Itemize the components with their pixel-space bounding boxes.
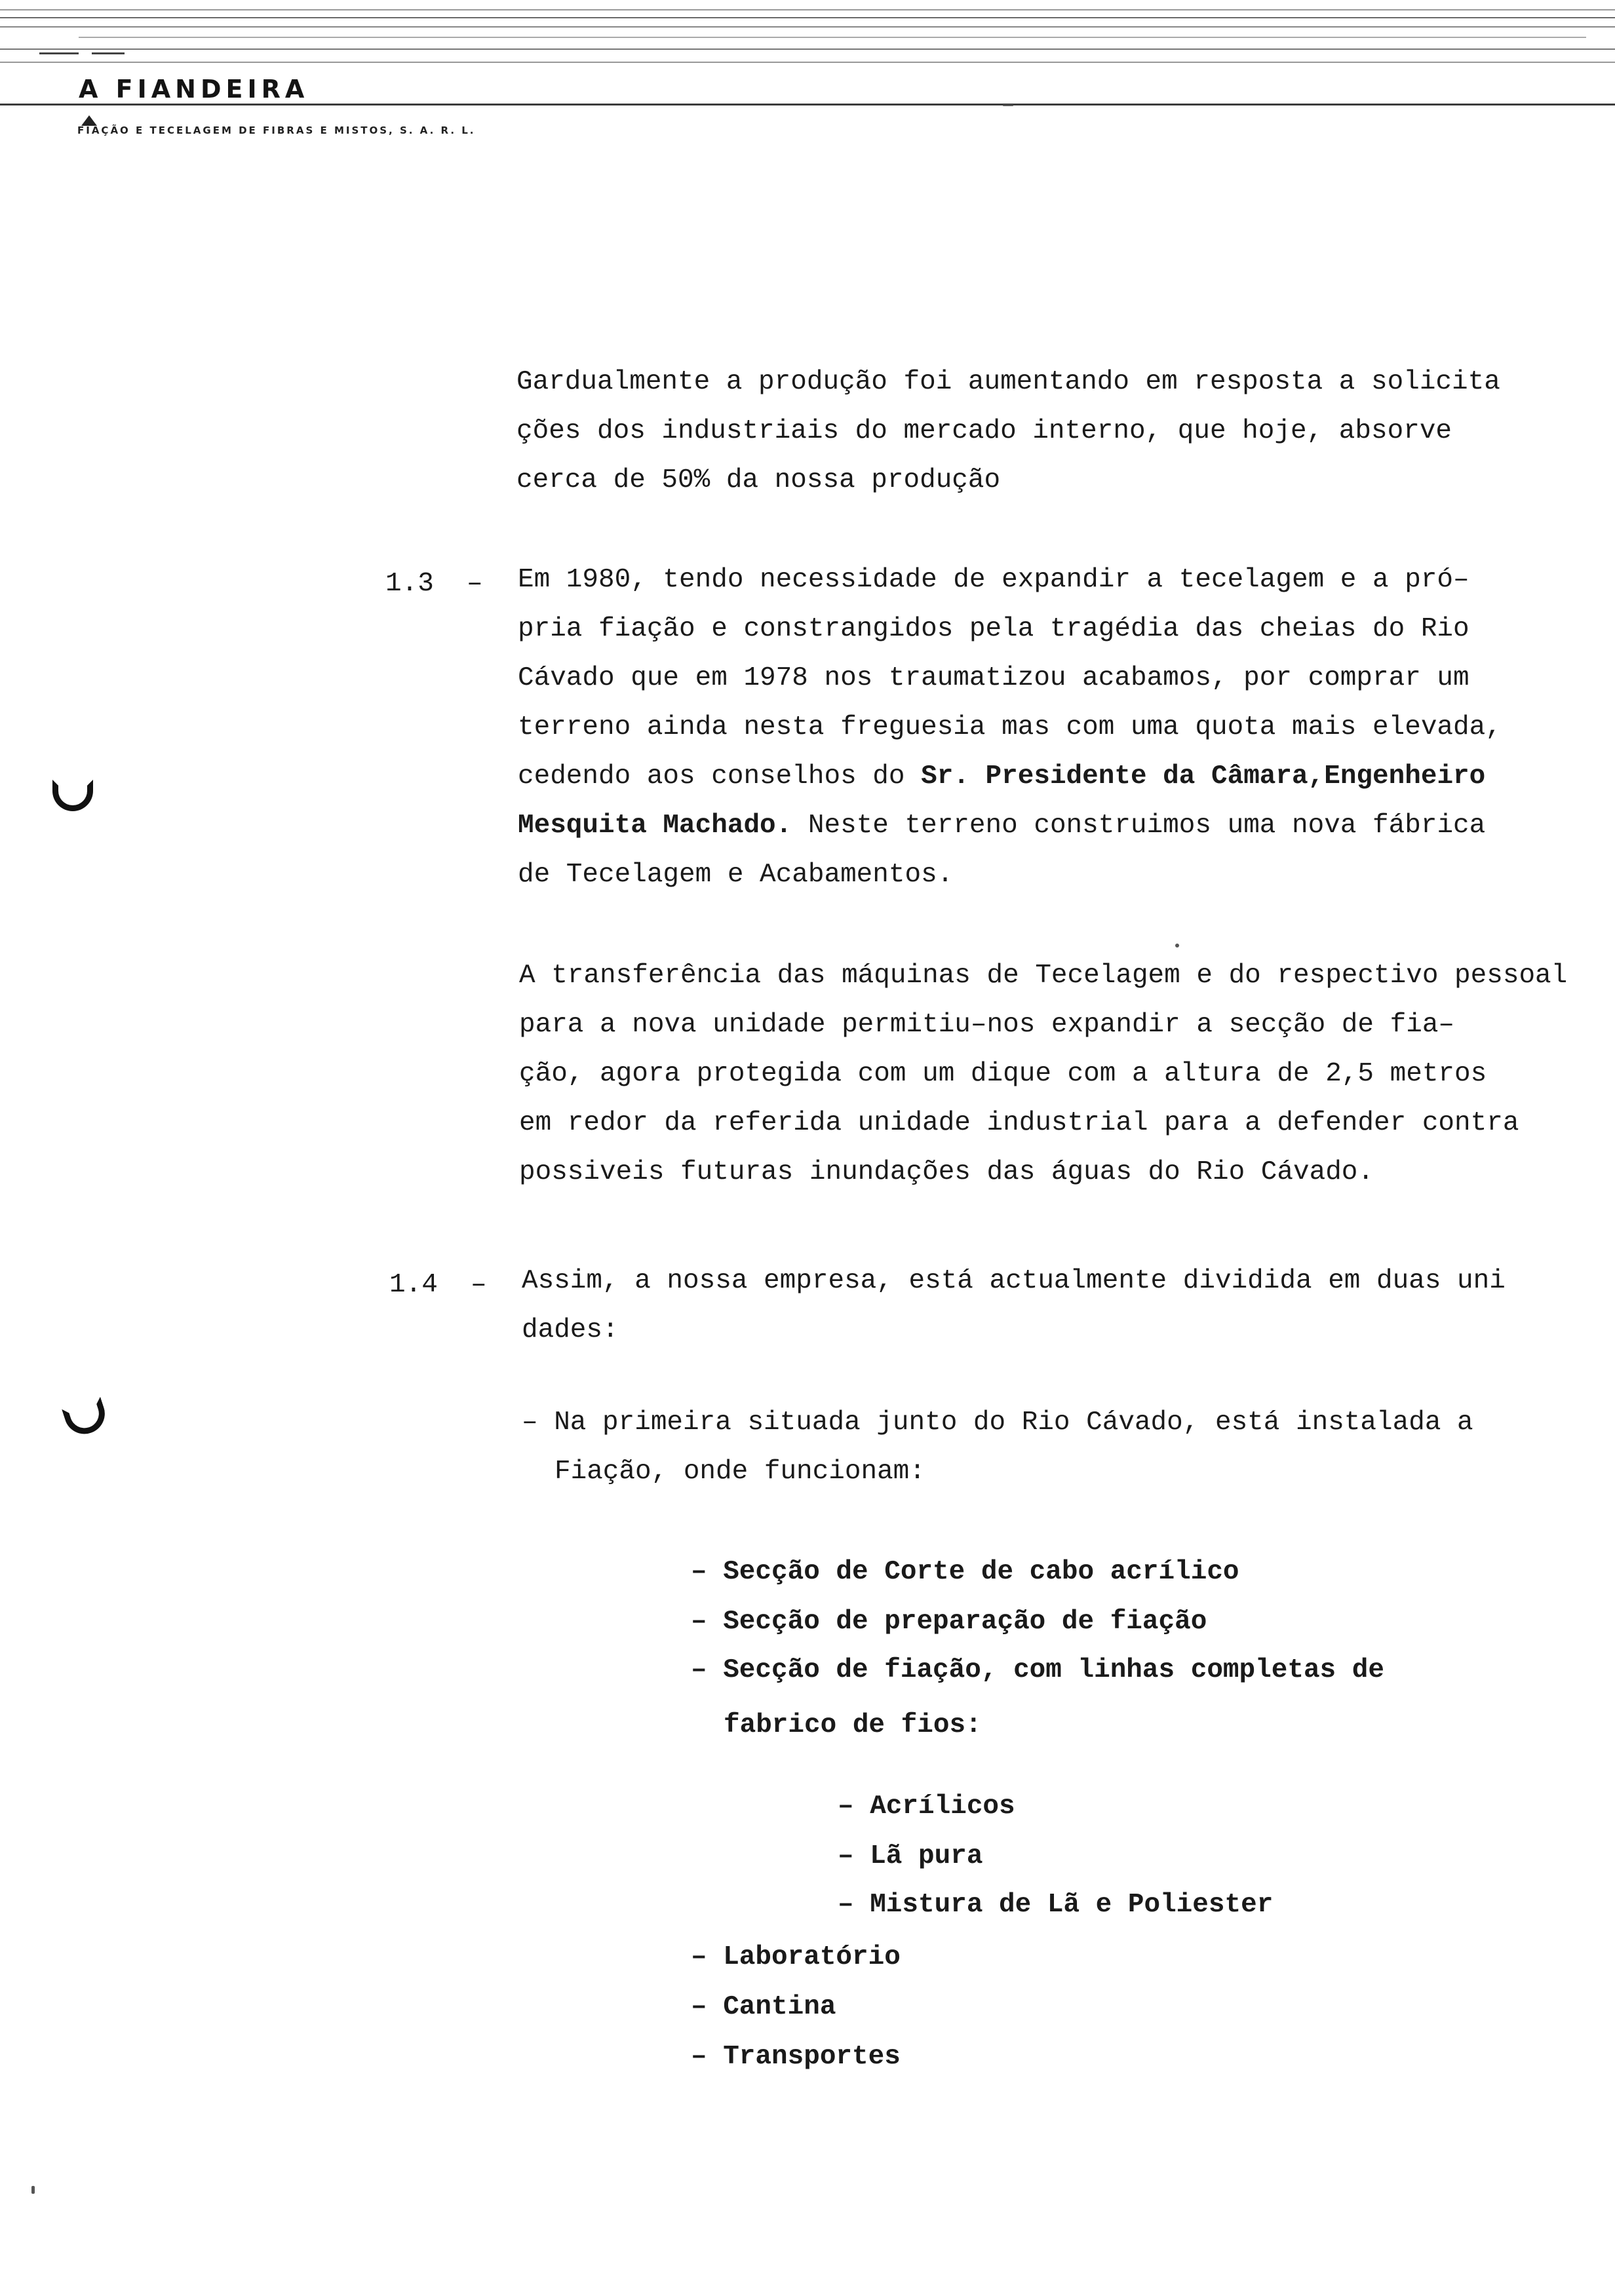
list-item: – Laboratório xyxy=(691,1942,901,1972)
list-item: fabrico de fios: xyxy=(724,1710,982,1740)
paragraph-line: ção, agora protegida com um dique com a altura de 2,5 metros xyxy=(519,1059,1487,1089)
emphasis-text: Sr. Presidente da Câmara,Engenheiro xyxy=(921,761,1486,792)
scan-artifact-line xyxy=(79,37,1586,38)
section-dash: – xyxy=(471,1270,487,1300)
paragraph-text: cedendo aos conselhos do xyxy=(518,761,922,792)
paragraph-line: Cávado que em 1978 nos traumatizou acabamos, por comprar um xyxy=(518,663,1469,693)
fibre-item: – Lã pura xyxy=(838,1841,983,1871)
paragraph-line: – Na primeira situada junto do Rio Cávado, está instalada a xyxy=(522,1407,1473,1438)
speck xyxy=(1175,944,1179,947)
scan-artifact-line xyxy=(0,17,1615,18)
section-number: 1.3 xyxy=(385,569,434,599)
paragraph-line: de Tecelagem e Acabamentos. xyxy=(518,860,954,890)
list-item: – Transportes xyxy=(691,2042,901,2072)
intro-line: ções dos industriais do mercado interno, que hoje, absorve xyxy=(516,416,1452,446)
fibre-item: – Acrílicos xyxy=(838,1791,1015,1822)
scan-artifact-tick xyxy=(92,52,125,54)
speck xyxy=(1003,105,1013,106)
paragraph-line: para a nova unidade permitiu–nos expandir a secção de fia– xyxy=(519,1010,1455,1040)
section-number: 1.4 xyxy=(389,1270,438,1300)
paragraph-line: Em 1980, tendo necessidade de expandir a tecelagem e a pró– xyxy=(518,565,1469,595)
paragraph-line: possiveis futuras inundações das águas do Rio Cávado. xyxy=(519,1157,1374,1187)
punch-hole-mark xyxy=(62,1397,110,1440)
paragraph-line: dades: xyxy=(522,1315,619,1345)
speck xyxy=(31,2186,35,2194)
intro-line: Gardualmente a produção foi aumentando em resposta a solicita xyxy=(516,367,1500,397)
scan-artifact-line xyxy=(0,62,1615,63)
scan-artifact-line xyxy=(0,48,1615,50)
list-item: – Secção de preparação de fiação xyxy=(691,1607,1207,1637)
paragraph-line xyxy=(518,752,1485,801)
emphasis-text: Mesquita Machado. xyxy=(518,811,792,841)
scan-artifact-line xyxy=(0,9,1615,10)
paragraph-line: Fiação, onde funcionam: xyxy=(555,1457,925,1487)
section-dash: – xyxy=(467,569,483,599)
fibre-item: – Mistura de Lã e Poliester xyxy=(838,1890,1274,1920)
paragraph-line: pria fiação e constrangidos pela tragédia das cheias do Rio xyxy=(518,614,1469,644)
paragraph-line: Assim, a nossa empresa, está actualmente dividida em duas uni xyxy=(522,1266,1506,1296)
scan-artifact-tick xyxy=(39,52,79,54)
scan-artifact-line xyxy=(0,26,1615,28)
company-name: A FIANDEIRA xyxy=(79,75,309,104)
paragraph-text: Neste terreno construimos uma nova fábrica xyxy=(792,811,1486,841)
letterhead-rule xyxy=(0,104,1615,105)
intro-line: cerca de 50% da nossa produção xyxy=(516,465,1001,495)
list-item: – Cantina xyxy=(691,1992,836,2022)
paragraph-line: em redor da referida unidade industrial para a defender contra xyxy=(519,1108,1519,1138)
list-item: – Secção de fiação, com linhas completas de xyxy=(691,1655,1384,1685)
paragraph-line xyxy=(518,801,1485,851)
paragraph-line: A transferência das máquinas de Tecelagem e do respectivo pessoal xyxy=(519,961,1568,991)
company-subtitle: FIAÇÃO E TECELAGEM DE FIBRAS E MISTOS, S. A. R. L. xyxy=(77,124,476,136)
list-item: – Secção de Corte de cabo acrílico xyxy=(691,1557,1239,1587)
paragraph-line: terreno ainda nesta freguesia mas com uma quota mais elevada, xyxy=(518,712,1502,742)
punch-hole-mark xyxy=(52,780,93,811)
